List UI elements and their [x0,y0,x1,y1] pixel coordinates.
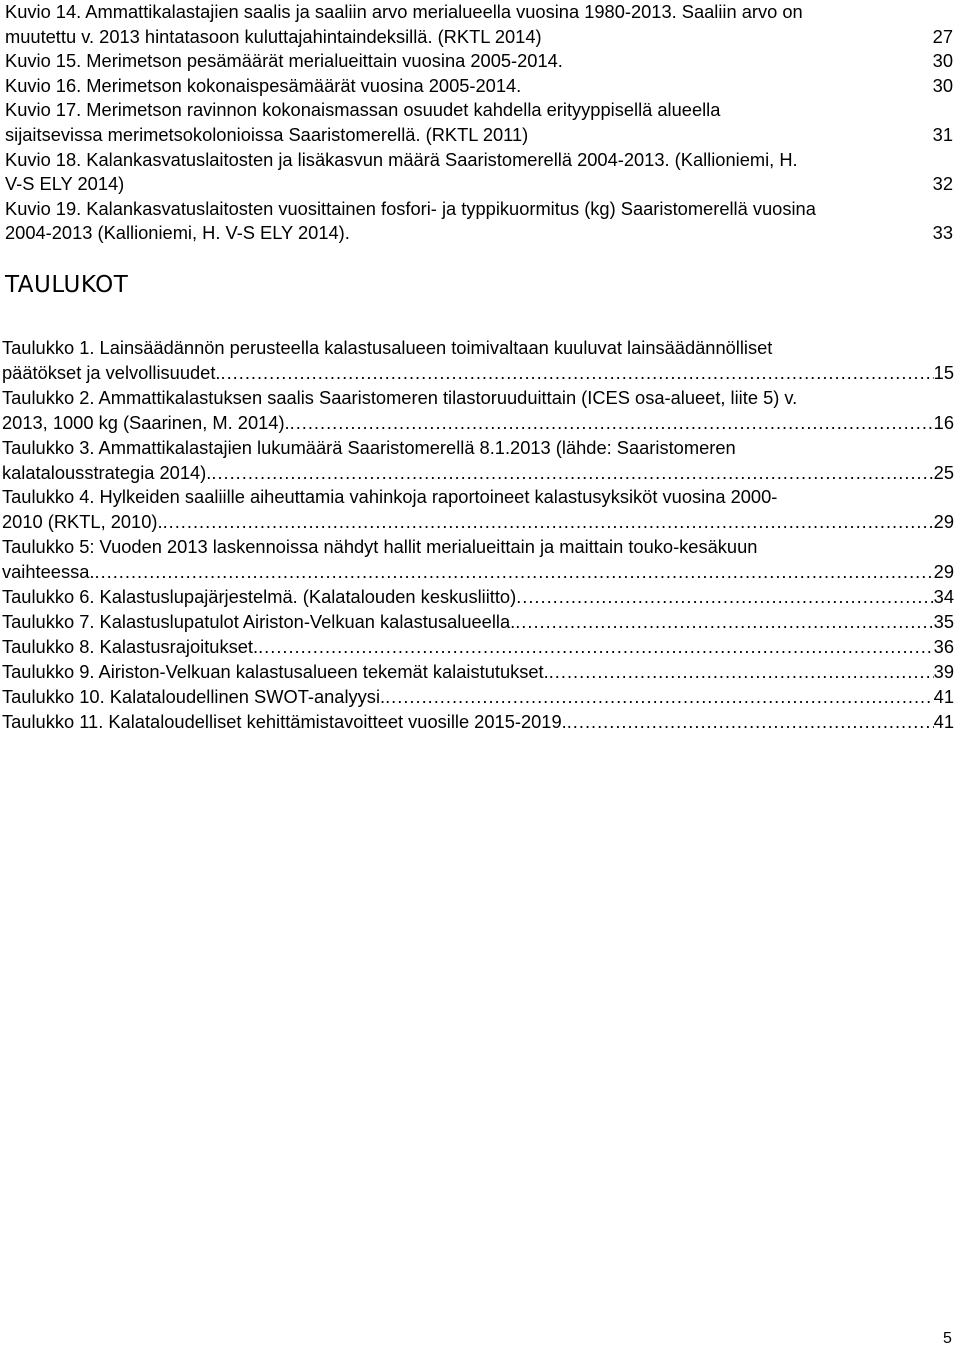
dot-leader [549,660,934,685]
table-page-number: 29 [933,561,954,583]
table-entry-text: Taulukko 1. Lainsäädännön perusteella kalastusalueen toimivaltaan kuuluvat lainsäädännölliset [2,337,773,358]
table-entry [2,436,954,486]
table-entry [2,685,954,710]
table-page-number: 15 [933,361,954,383]
table-entry-text: Taulukko 5: Vuoden 2013 laskennoissa nähdyt hallit merialueittain ja maittain touko-kesäkuun [2,536,758,558]
figure-entry-last-line [5,25,955,50]
table-entry-text: Taulukko 7. Kalastuslupatulot Airiston-Velkuan kalastusalueella. [2,610,516,632]
list-of-figures [5,0,955,246]
figure-entry-text: Kuvio 17. Merimetson ravinnon kokonaismassan osuudet kahdella erityyppisellä alueella [5,99,721,121]
figure-entry-text: V-S ELY 2014) [5,173,125,195]
figure-page-number: 27 [932,25,953,47]
figure-entry [5,49,955,74]
table-entry-last-line [2,610,954,635]
dot-leader [258,635,934,660]
table-entry [2,485,954,535]
table-page-number: 16 [933,411,954,433]
list-of-tables [2,336,954,735]
figure-page-number: 32 [932,173,953,195]
table-entry [2,660,954,685]
figure-entry [5,74,955,99]
figure-entry [5,98,955,147]
figure-page-number: 30 [932,74,953,96]
dot-leader [94,560,933,585]
table-entry-last-line [2,411,954,436]
figure-entry [5,148,955,197]
table-entry-last-line [2,461,954,486]
table-entry-text: vaihteessa. [2,561,95,583]
table-entry-text: Taulukko 10. Kalataloudellinen SWOT-analyysi. [2,685,386,707]
table-entry-last-line [2,660,954,685]
table-entry-text: päätökset ja velvollisuudet. [2,361,221,383]
table-entry-text: Taulukko 6. Kalastuslupajärjestelmä. (Kalatalouden keskusliitto) [2,586,517,608]
figure-entry-last-line [5,123,955,148]
figure-entry-last-line [5,74,955,99]
table-page-number: 36 [933,635,954,657]
figure-page-number: 31 [932,123,953,145]
table-page-number: 41 [933,685,954,707]
figure-entry [5,0,955,49]
table-page-number: 34 [933,586,954,608]
section-heading-tables: TAULUKOT [5,272,129,298]
table-entry [2,535,954,585]
table-entry-text: kalatalousstrategia 2014). [2,461,212,483]
table-entry-last-line [2,361,954,386]
dot-leader [515,610,933,635]
figure-entry-text: Kuvio 15. Merimetson pesämäärät merialueittain vuosina 2005-2014. [5,50,563,72]
table-entry-text: Taulukko 9. Airiston-Velkuan kalastusalueen tekemät kalaistutukset. [2,660,549,682]
figure-entry-last-line [5,221,955,246]
figure-entry [5,197,955,246]
figure-page-number: 30 [932,50,953,72]
dot-leader [211,461,933,486]
table-entry [2,710,954,735]
dot-leader [385,685,934,710]
figure-entry-text: Kuvio 18. Kalankasvatuslaitosten ja lisäkasvun määrä Saaristomerellä 2004-2013. (Kallioniemi, H. [5,148,798,170]
table-entry [2,610,954,635]
figure-entry-text: 2004-2013 (Kallioniemi, H. V-S ELY 2014). [5,222,350,244]
figure-entry-text: muutettu v. 2013 hintatasoon kuluttajahintaindeksillä. (RKTL 2014) [5,25,542,47]
table-entry [2,585,954,610]
figure-entry-last-line [5,49,955,74]
figure-entry-last-line [5,172,955,197]
table-entry-text: Taulukko 3. Ammattikalastajien lukumäärä Saaristomerellä 8.1.2013 (lähde: Saaristomeren [2,436,736,458]
figure-entry-text: Kuvio 16. Merimetson kokonaispesämäärät vuosina 2005-2014. [5,74,522,96]
table-entry-text: Taulukko 8. Kalastusrajoitukset. [2,635,259,657]
dot-leader [516,585,933,610]
table-entry-text: Taulukko 4. Hylkeiden saaliille aiheuttamia vahinkoja raportoineet kalastusyksiköt vuosina 2000- [2,486,778,508]
table-entry-last-line [2,560,954,585]
figure-entry-text: Kuvio 14. Ammattikalastajien saalis ja saaliin arvo merialueella vuosina 1980-2013. Saaliin arvo on [5,1,803,22]
table-entry [2,635,954,660]
dot-leader [163,510,934,535]
dot-leader [221,361,934,386]
table-entry-text: Taulukko 2. Ammattikalastuksen saalis Saaristomeren tilastoruuduittain (ICES osa-alueet, liite 5) v. [2,386,798,408]
figure-page-number: 33 [932,222,953,244]
table-page-number: 35 [933,610,954,632]
table-entry-last-line [2,585,954,610]
table-entry [2,386,954,436]
table-entry-last-line [2,510,954,535]
table-entry-text: 2010 (RKTL, 2010). [2,511,163,533]
figure-entry-text: sijaitsevissa merimetsokolonioissa Saaristomerellä. (RKTL 2011) [5,123,529,145]
dot-leader [290,411,934,436]
figure-entry-text: Kuvio 19. Kalankasvatuslaitosten vuosittainen fosfori- ja typpikuormitus (kg) Saaristomerellä vuosina [5,197,816,219]
table-entry-text: 2013, 1000 kg (Saarinen, M. 2014). [2,411,290,433]
table-page-number: 41 [933,710,954,732]
table-page-number: 29 [933,511,954,533]
table-entry [2,336,954,386]
dot-leader [567,710,934,735]
table-entry-last-line [2,685,954,710]
table-entry-last-line [2,635,954,660]
table-entry-text: Taulukko 11. Kalataloudelliset kehittämistavoitteet vuosille 2015-2019. [2,710,567,732]
table-entry-last-line [2,710,954,735]
table-page-number: 39 [933,660,954,682]
page-number: 5 [943,1330,952,1347]
table-page-number: 25 [933,461,954,483]
